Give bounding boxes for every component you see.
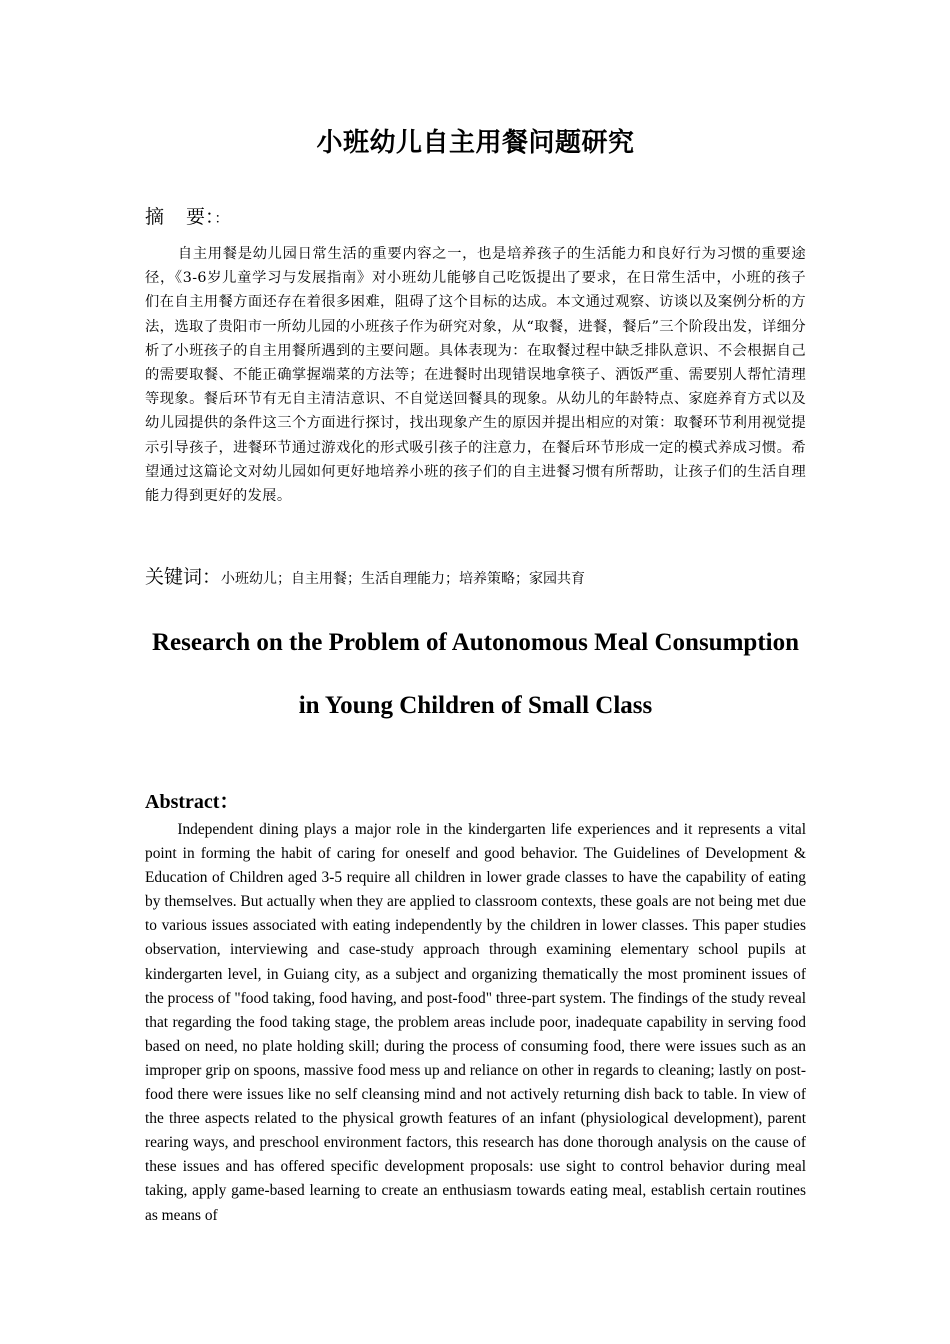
chinese-keywords <box>145 563 806 593</box>
chinese-keywords-label: 关键词： <box>145 566 222 588</box>
chinese-abstract-label <box>145 203 229 233</box>
english-abstract-label: Abstract： <box>145 791 240 813</box>
chinese-abstract-text: 自主用餐是幼儿园日常生活的重要内容之一，也是培养孩子的生活能力和良好行为习惯的重要途径，《3-6岁儿童学习与发展指南》对小班幼儿能够自己吃饭提出了要求，在日常生活中，小班的孩子们在自主用餐方面还存在着很多困难，阻碍了这个目标的达成。本文通过观察、访谈以及案例分析的方法，选取了贵阳市一所幼儿园的小班孩子作为研究对象，从“取餐，进餐，餐后”三个阶段出发，详细分析了小班孩子的自主用餐所遇到的主要问题。具体表现为：在取餐过程中缺乏排队意识、不会根据自己的需要取餐、不能正确掌握端菜的方法等；在进餐时出现错误地拿筷子、洒饭严重、需要别人帮忙清理等现象。餐后环节有无自主清洁意识、不自觉送回餐具的现象。从幼儿的年龄特点、家庭养育方式以及幼儿园提供的条件这三个方面进行探讨，找出现象产生的原因并提出相应的对策：取餐环节利用视觉提示引导孩子，进餐环节通过游戏化的形式吸引孩子的注意力，在餐后环节形成一定的模式养成习惯。希望通过这篇论文对幼儿园如何更好地培养小班的孩子们的自主进餐习惯有所帮助，让孩子们的生活自理能力得到更好的发展。 <box>145 246 806 505</box>
chinese-keywords-text: 小班幼儿；自主用餐；生活自理能力；培养策略；家园共育 <box>221 571 586 587</box>
chinese-abstract-label-part2: 要： <box>186 206 215 228</box>
chinese-abstract-label-part1: 摘 <box>145 206 165 228</box>
english-title-line2: in Young Children of Small Class <box>298 692 653 719</box>
english-abstract-text: Independent dining plays a major role in the kindergarten life experiences and it represents a vital point in forming the habit of caring for oneself and good behavior. The Guidelines of Development & Education of Children aged 3-5 require all children in lower grade classes to have the capability of eating by themselves. But actually when they are applied to classroom contexts, these goals are not being met due to various issues associated with eating independently by the children in lower classes. This paper studies observation, interviewing and case-study approach through examining elementary school pupils at kindergarten level, in Guiang city, as a subject and organizing thematically the most prominent issues of the process of "food taking, food having, and post-food" three-part system. The findings of the study reveal that regarding the food taking stage, the problem areas include poor, inadequate capability in serving food based on need, no plate holding skill; during the process of consuming food, there were issues such as an improper grip on spoons, massive food mess up and reliance on other in regards to cleaning; lastly on post-food there were issues like no self cleansing mind and not actively returning dish back to table. In view of the three aspects related to the physical growth features of an infant (physiological development), parent rearing ways, and preschool environment factors, this research has done thorough analysis on the cause of these issues and has offered specific development proposals: use sight to control behavior during meal taking, apply game-based learning to create an enthusiasm towards eating meal, establish certain routines as means of <box>145 821 806 1224</box>
chinese-title: 小班幼儿自主用餐问题研究 <box>316 128 635 158</box>
chinese-abstract-label-colon: ： <box>214 211 229 227</box>
english-title-line1: Research on the Problem of Autonomous Meal Consumption <box>151 629 799 656</box>
